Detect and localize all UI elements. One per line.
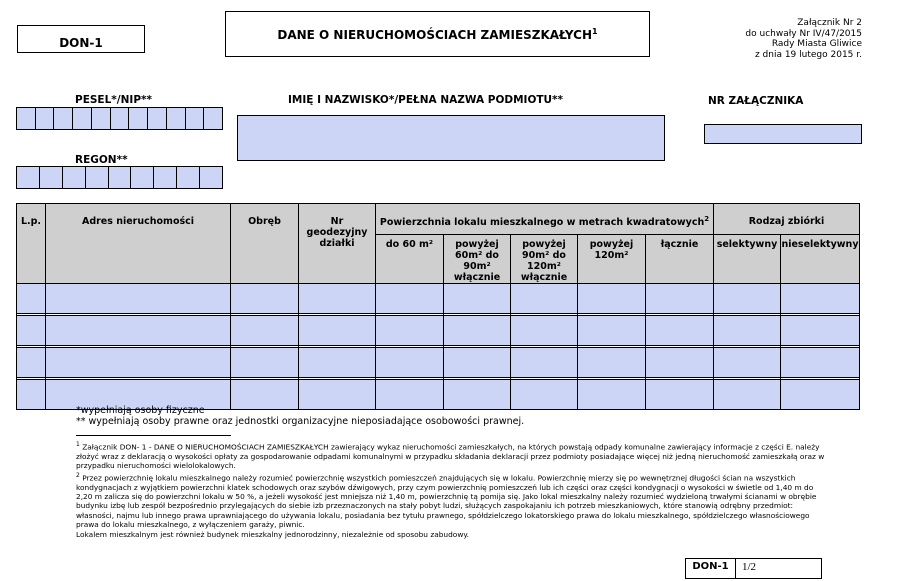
table-cell[interactable] [17, 316, 46, 346]
table-cell[interactable] [376, 284, 444, 314]
table-cell[interactable] [231, 380, 299, 410]
footnote-divider [76, 435, 231, 436]
page-footer [685, 558, 822, 579]
table-cell[interactable] [781, 316, 860, 346]
table-cell[interactable] [578, 284, 646, 314]
table-cell[interactable] [17, 284, 46, 314]
regon-label: REGON** [75, 154, 128, 166]
footnote-1: $^1$ Załącznik DON- 1 - DANE O NIERUCHOMOŚCIACH ZAMIESZKAŁYCH zawierający wykaz nieruchomości zamieszkałych, na których powstają odpady komunalne zawierający informacje z części E. należy złożyć wraz z deklaracją o wysokości opłaty za gospodarowanie odpadami komunalnymi w przypadku składania deklaracji przez podmioty posiadające więcej niż jedną nieruchomość zamieszkałą oraz w przypadku nieruchomości wielolokalowych. [76, 441, 825, 471]
table-cell[interactable] [781, 380, 860, 410]
table-cell[interactable] [17, 380, 46, 410]
table-cell[interactable] [646, 284, 714, 314]
page-number: 1/2 [742, 561, 757, 573]
col-area-60-90: powyżej 60m² do 90m² włącznie [444, 235, 511, 284]
pesel-label: PESEL*/NIP** [75, 94, 152, 106]
table-cell[interactable] [376, 348, 444, 378]
form-code-box [17, 25, 145, 53]
attachment-info [745, 18, 862, 60]
note-natural-persons: *wypełniają osoby fizyczne [76, 405, 205, 416]
table-cell[interactable] [444, 316, 511, 346]
table-cell[interactable] [714, 316, 781, 346]
pesel-input[interactable] [16, 107, 223, 130]
table-cell[interactable] [578, 380, 646, 410]
table-cell[interactable] [46, 284, 231, 314]
table-cell[interactable] [299, 380, 376, 410]
regon-input[interactable] [16, 166, 223, 189]
table-cell[interactable] [714, 284, 781, 314]
table-cell[interactable] [376, 380, 444, 410]
attachment-number-label: NR ZAŁĄCZNIKA [708, 95, 804, 107]
col-area-90-120: powyżej 90m² do 120m² włącznie [511, 235, 578, 284]
name-label: IMIĘ I NAZWISKO*/PEŁNA NAZWA PODMIOTU** [288, 94, 564, 106]
page-title: DANE O NIERUCHOMOŚCIACH ZAMIESZKAŁYCH$^1$ [277, 26, 598, 42]
col-district: Obręb [231, 204, 299, 284]
footnote-3: Lokalem mieszkalnym jest również budynek mieszkalny jednorodzinny, niezależnie od sposobu zabudowy. [76, 529, 470, 539]
col-collection-group: Rodzaj zbiórki [714, 204, 860, 235]
table-cell[interactable] [444, 380, 511, 410]
table-cell[interactable] [231, 316, 299, 346]
table-cell[interactable] [511, 284, 578, 314]
table-cell[interactable] [511, 316, 578, 346]
col-plot-number: Nr geodezyjny działki [299, 204, 376, 284]
table-cell[interactable] [231, 284, 299, 314]
table-cell[interactable] [714, 380, 781, 410]
table-cell[interactable] [299, 348, 376, 378]
attachment-line: Rady Miasta Gliwice [771, 39, 862, 49]
table-row [17, 284, 860, 314]
table-cell[interactable] [376, 316, 444, 346]
table-cell[interactable] [714, 348, 781, 378]
col-area-up-to-60: do 60 m² [376, 235, 444, 284]
title-box [225, 11, 650, 57]
col-address: Adres nieruchomości [46, 204, 231, 284]
table-row [17, 316, 860, 346]
col-selective: selektywny [714, 235, 781, 284]
col-area-over-120: powyżej 120m² [578, 235, 646, 284]
attachment-line: do uchwały Nr IV/47/2015 [745, 28, 862, 39]
table-cell[interactable] [578, 316, 646, 346]
note-legal-persons: ** wypełniają osoby prawne oraz jednostki organizacyjne nieposiadające osobowości prawnej. [76, 416, 525, 427]
table-cell[interactable] [578, 348, 646, 378]
attachment-line: Załącznik Nr 2 [797, 18, 862, 28]
footnote-2: $^2$ Przez powierzchnię lokalu mieszkalnego należy rozumieć powierzchnię wszystkich pomieszczeń znajdujących się w lokalu. Powierzchnię mierzy się po wewnętrznej długości ścian na wszystkich kondygnacjach z wyjątkiem powierzchni klatek schodowych oraz szybów dźwigowych, przy czym powierzchnię pomieszczeń lub ich części oraz części kondygnacji o wysokości w świetle od 1,40 m do 2,20 m zalicza się do powierzchni lokalu w 50 %, a jeżeli wysokość jest mniejsza niż 1,40 m, powierzchnię tą pomija się. Jako lokal mieszkalny należy rozumieć wydzieloną trwałymi ścianami w obrębie budynku izbę lub zespół bezpośrednio przylegających do siebie izb przeznaczonych na stały pobyt ludzi, służących zaspokajaniu ich potrzeb mieszkaniowych, które stanowią odrębny przedmiot: własności, najmu lub innego prawa uprawniającego do używania lokalu, posiadania bez tytułu prawnego, spółdzielczego lokatorskiego prawa do lokalu mieszkalnego, spółdzielczego własnościowego prawa do lokalu mieszkalnego, z wyłączeniem garaży, piwnic. [76, 471, 817, 530]
col-nonselective: nieselektywny [781, 235, 860, 284]
footnotes [76, 440, 828, 539]
table-cell[interactable] [781, 348, 860, 378]
col-area-group: Powierzchnia lokalu mieszkalnego w metrach kwadratowych$^2$ [376, 204, 714, 235]
table-cell[interactable] [231, 348, 299, 378]
table-cell[interactable] [646, 316, 714, 346]
table-cell[interactable] [781, 284, 860, 314]
table-cell[interactable] [299, 284, 376, 314]
footer-code: DON-1 [686, 559, 736, 578]
attachment-line: z dnia 19 lutego 2015 r. [754, 49, 862, 60]
table-cell[interactable] [46, 348, 231, 378]
col-lp: L.p. [17, 204, 46, 284]
name-input[interactable] [237, 115, 665, 161]
col-area-total: łącznie [646, 235, 714, 284]
table-cell[interactable] [444, 284, 511, 314]
table-cell[interactable] [444, 348, 511, 378]
form-code: DON-1 [59, 36, 103, 50]
table-cell[interactable] [46, 316, 231, 346]
attachment-number-input[interactable] [704, 124, 862, 144]
table-cell[interactable] [299, 316, 376, 346]
table-cell[interactable] [17, 348, 46, 378]
properties-table [16, 203, 860, 410]
table-cell[interactable] [511, 348, 578, 378]
table-row [17, 348, 860, 378]
table-cell[interactable] [511, 380, 578, 410]
table-cell[interactable] [646, 348, 714, 378]
table-cell[interactable] [646, 380, 714, 410]
